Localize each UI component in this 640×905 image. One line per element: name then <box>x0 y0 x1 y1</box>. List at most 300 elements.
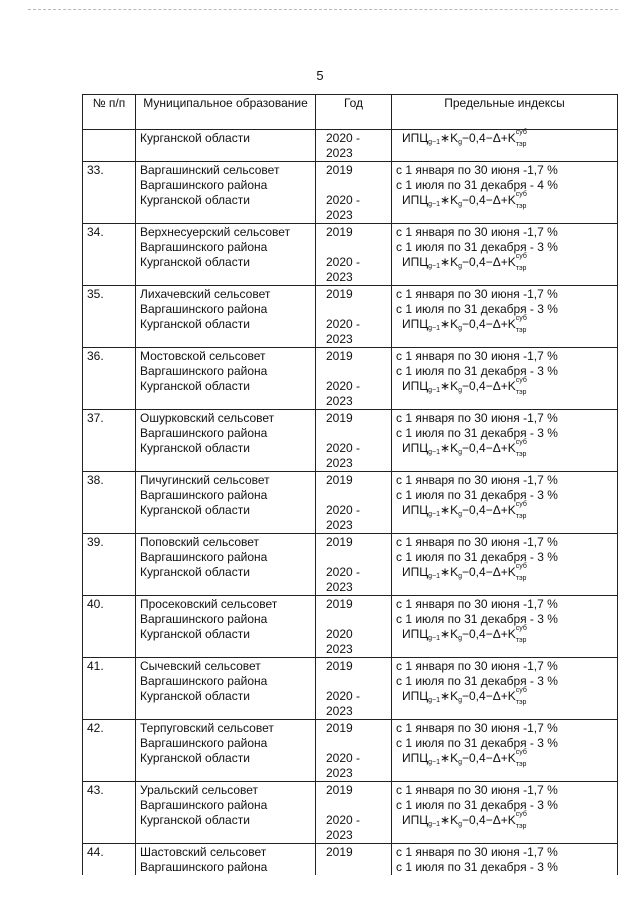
municipality-line: Курганской области <box>140 193 250 207</box>
formula-k-sub: g <box>458 759 462 766</box>
year-single: 2019 <box>326 721 353 735</box>
cell-municipality <box>136 782 316 844</box>
cell-num: 42. <box>83 720 136 782</box>
formula-k2-sub: тэр <box>515 637 527 644</box>
table-row <box>83 534 618 596</box>
index-period-2: с 1 июля по 31 декабря - 3 % <box>396 860 558 874</box>
formula-base: ИПЦ <box>402 813 429 827</box>
formula-k2-base: K <box>507 503 516 517</box>
municipality-line: Верхнесуерский сельсовет <box>140 225 291 239</box>
formula-k2 <box>508 689 530 704</box>
formula-star: ∗ <box>440 255 451 269</box>
cell-municipality <box>136 720 316 782</box>
formula-k2-sup: суб <box>515 315 527 322</box>
formula-k-sub: g <box>458 573 462 580</box>
formula-k: K <box>450 441 459 455</box>
year-range-line: 2020 - <box>326 813 361 827</box>
formula-k2-base: K <box>507 565 516 579</box>
formula <box>396 565 613 584</box>
formula-k2-sup: суб <box>515 749 527 756</box>
year-range-line: 2020 - <box>326 503 361 517</box>
municipality-line: Курганской области <box>140 627 250 641</box>
cell-municipality <box>136 348 316 410</box>
formula-base: ИПЦ <box>402 317 429 331</box>
formula-k: K <box>450 751 459 765</box>
municipality-line: Ошурковский сельсовет <box>140 411 275 425</box>
cell-indices <box>392 410 618 472</box>
index-period-2: с 1 июля по 31 декабря - 3 % <box>396 736 558 750</box>
formula-k2-sub: тэр <box>515 451 527 458</box>
year-range-line: 2020 <box>326 627 353 641</box>
year-gap <box>320 426 387 441</box>
year-range-line: 2020 - <box>326 379 361 393</box>
year-single: 2019 <box>326 287 353 301</box>
cell-indices <box>392 162 618 224</box>
municipality-line: Поповский сельсовет <box>140 535 260 549</box>
municipality-line: Пичугинский сельсовет <box>140 473 270 487</box>
index-period-2: с 1 июля по 31 декабря - 3 % <box>396 364 558 378</box>
year-range-line: 2023 <box>326 518 353 532</box>
index-period-2: с 1 июля по 31 декабря - 3 % <box>396 674 558 688</box>
cell-year <box>316 286 392 348</box>
year-range-line: 2020 - <box>326 751 361 765</box>
cell-indices <box>392 348 618 410</box>
formula-k2-sup: суб <box>515 501 527 508</box>
year-range-line: 2020 - <box>326 193 361 207</box>
year-range-line: 2023 <box>326 332 353 346</box>
index-period-1: с 1 января по 30 июня -1,7 % <box>396 225 558 239</box>
formula-k-sub: g <box>458 387 462 394</box>
year-gap <box>320 178 387 193</box>
table-body <box>83 130 618 876</box>
cell-year <box>316 130 392 162</box>
formula-k2-sub: тэр <box>515 575 527 582</box>
formula-k-sub: g <box>458 325 462 332</box>
index-period-2: с 1 июля по 31 декабря - 3 % <box>396 240 558 254</box>
year-gap <box>320 612 387 627</box>
index-table <box>82 94 618 875</box>
formula-base-sub: g−1 <box>428 635 441 642</box>
formula-k: K <box>450 503 459 517</box>
header-municipality: Муниципальное образование <box>136 95 316 130</box>
municipality-line: Варгашинского района <box>140 550 268 564</box>
formula-k2-sub: тэр <box>515 141 527 148</box>
formula-rest: −0,4−Δ+ <box>462 131 508 145</box>
formula-k2-sub: тэр <box>515 761 527 768</box>
cell-year <box>316 596 392 658</box>
cell-municipality <box>136 596 316 658</box>
formula <box>396 193 613 212</box>
table-row <box>83 162 618 224</box>
municipality-line: Уральский сельсовет <box>140 783 259 797</box>
formula-base-sub: g−1 <box>428 697 441 704</box>
year-range-line: 2020 - <box>326 565 361 579</box>
formula-k2-sup: суб <box>515 191 527 198</box>
formula-k2-sub: тэр <box>515 265 527 272</box>
cell-indices <box>392 224 618 286</box>
formula-rest: −0,4−Δ+ <box>462 317 508 331</box>
index-period-2: с 1 июля по 31 декабря - 3 % <box>396 426 558 440</box>
formula-k2 <box>508 317 530 332</box>
cell-municipality <box>136 286 316 348</box>
municipality-line: Варгашинского района <box>140 798 268 812</box>
index-period-1: с 1 января по 30 июня -1,7 % <box>396 411 558 425</box>
formula-rest: −0,4−Δ+ <box>462 193 508 207</box>
formula-k: K <box>450 317 459 331</box>
formula-star: ∗ <box>440 379 451 393</box>
year-gap <box>320 302 387 317</box>
formula-k-sub: g <box>458 821 462 828</box>
cell-num: 44. <box>83 844 136 876</box>
formula-k2 <box>508 565 530 580</box>
cell-municipality <box>136 844 316 876</box>
formula-rest: −0,4−Δ+ <box>462 255 508 269</box>
formula-star: ∗ <box>440 193 451 207</box>
formula-star: ∗ <box>440 627 451 641</box>
formula-base: ИПЦ <box>402 503 429 517</box>
year-single: 2019 <box>326 659 353 673</box>
formula-k: K <box>450 689 459 703</box>
formula-k2-base: K <box>507 131 516 145</box>
municipality-line: Курганской области <box>140 317 250 331</box>
formula-base-sub: g−1 <box>428 573 441 580</box>
cell-year <box>316 348 392 410</box>
municipality-line: Варгашинского района <box>140 860 268 874</box>
formula-k-sub: g <box>458 263 462 270</box>
cell-num: 39. <box>83 534 136 596</box>
formula-k2-base: K <box>507 689 516 703</box>
formula-base: ИПЦ <box>402 131 429 145</box>
formula-k2-base: K <box>507 441 516 455</box>
municipality-line: Варгашинского района <box>140 302 268 316</box>
index-period-1: с 1 января по 30 июня -1,7 % <box>396 349 558 363</box>
year-range-line: 2023 <box>326 270 353 284</box>
index-period-2: с 1 июля по 31 декабря - 3 % <box>396 798 558 812</box>
formula-k: K <box>450 813 459 827</box>
year-range-start: 2020 - <box>326 131 361 145</box>
cell-municipality <box>136 658 316 720</box>
formula-k2-base: K <box>507 317 516 331</box>
year-gap <box>320 736 387 751</box>
municipality-line: Курганской области <box>140 441 250 455</box>
index-period-2: с 1 июля по 31 декабря - 4 % <box>396 178 558 192</box>
formula <box>396 379 613 398</box>
municipality-line: Шастовский сельсовет <box>140 845 267 859</box>
formula-base: ИПЦ <box>402 751 429 765</box>
index-period-1: с 1 января по 30 июня -1,7 % <box>396 473 558 487</box>
formula-star: ∗ <box>440 317 451 331</box>
header-num: № п/п <box>83 95 136 130</box>
formula-k2-sup: суб <box>515 563 527 570</box>
year-single: 2019 <box>326 783 353 797</box>
formula-rest: −0,4−Δ+ <box>462 813 508 827</box>
formula-star: ∗ <box>440 441 451 455</box>
index-period-1: с 1 января по 30 июня -1,7 % <box>396 597 558 611</box>
formula-k: K <box>450 379 459 393</box>
formula-k: K <box>450 255 459 269</box>
table-row <box>83 348 618 410</box>
formula-k2-sup: суб <box>515 377 527 384</box>
year-range-line: 2020 - <box>326 255 361 269</box>
cell-municipality <box>136 410 316 472</box>
formula-k2-sub: тэр <box>515 823 527 830</box>
year-range-line: 2023 <box>326 704 353 718</box>
cell-indices <box>392 720 618 782</box>
table-row <box>83 286 618 348</box>
formula <box>396 317 613 336</box>
formula <box>396 627 613 646</box>
year-gap <box>320 364 387 379</box>
year-range-line: 2023 <box>326 766 353 780</box>
cell-year <box>316 410 392 472</box>
year-range-line: 2023 <box>326 642 353 656</box>
cell-year <box>316 844 392 876</box>
formula-k2-sup: суб <box>515 253 527 260</box>
index-period-1: с 1 января по 30 июня -1,7 % <box>396 721 558 735</box>
table-row <box>83 782 618 844</box>
municipality-line: Мостовской сельсовет <box>140 349 266 363</box>
year-range-line: 2023 <box>326 208 353 222</box>
cell-indices <box>392 782 618 844</box>
formula-rest: −0,4−Δ+ <box>462 627 508 641</box>
formula-base-sub: g−1 <box>428 759 441 766</box>
index-period-1: с 1 января по 30 июня -1,7 % <box>396 845 558 859</box>
cell-num: 33. <box>83 162 136 224</box>
formula-base-sub: g−1 <box>428 387 441 394</box>
table-header-row <box>83 95 618 130</box>
table-row <box>83 472 618 534</box>
year-range-line: 2023 <box>326 580 353 594</box>
cell-year <box>316 162 392 224</box>
formula <box>396 751 613 770</box>
cell-num: 41. <box>83 658 136 720</box>
header-indices: Предельные индексы <box>392 95 618 130</box>
year-range-line: 2020 - <box>326 689 361 703</box>
formula-k: K <box>450 193 459 207</box>
formula-k2-base: K <box>507 627 516 641</box>
formula-k2-sup: суб <box>515 687 527 694</box>
formula-k-sub: g <box>458 511 462 518</box>
formula-base: ИПЦ <box>402 627 429 641</box>
formula-star: ∗ <box>440 503 451 517</box>
cell-year <box>316 782 392 844</box>
formula-k2-sub: тэр <box>515 513 527 520</box>
year-single: 2019 <box>326 597 353 611</box>
formula-k: K <box>450 131 459 145</box>
year-gap <box>320 550 387 565</box>
formula-k2-sup: суб <box>515 439 527 446</box>
municipality-line: Курганской области <box>140 255 250 269</box>
formula-k-sub: g <box>458 697 462 704</box>
municipality-line: Варгашинского района <box>140 178 268 192</box>
year-single: 2019 <box>326 163 353 177</box>
year-gap <box>320 240 387 255</box>
formula-k: K <box>450 565 459 579</box>
formula-rest: −0,4−Δ+ <box>462 379 508 393</box>
formula-base: ИПЦ <box>402 193 429 207</box>
formula <box>396 503 613 522</box>
index-period-1: с 1 января по 30 июня -1,7 % <box>396 163 558 177</box>
year-gap <box>320 798 387 813</box>
index-period-2: с 1 июля по 31 декабря - 3 % <box>396 488 558 502</box>
formula-k2-sub: тэр <box>515 327 527 334</box>
municipality-line: Лихачевский сельсовет <box>140 287 271 301</box>
year-range-line: 2020 - <box>326 441 361 455</box>
formula-base-sub: g−1 <box>428 325 441 332</box>
table-row <box>83 844 618 876</box>
municipality-line: Варгашинского района <box>140 612 268 626</box>
formula-k2 <box>508 255 530 270</box>
index-period-1: с 1 января по 30 июня -1,7 % <box>396 659 558 673</box>
year-range-end: 2023 <box>326 146 353 160</box>
cell-indices <box>392 844 618 876</box>
cell-municipality <box>136 534 316 596</box>
cell-year <box>316 720 392 782</box>
formula-rest: −0,4−Δ+ <box>462 565 508 579</box>
year-single: 2019 <box>326 349 353 363</box>
municipality-line: Варгашинский сельсовет <box>140 163 280 177</box>
cell-num <box>83 130 136 162</box>
cell-num: 38. <box>83 472 136 534</box>
municipality-line: Варгашинского района <box>140 674 268 688</box>
year-single: 2019 <box>326 473 353 487</box>
formula-rest: −0,4−Δ+ <box>462 751 508 765</box>
formula-k2-base: K <box>507 193 516 207</box>
year-single: 2019 <box>326 535 353 549</box>
municipality-line: Варгашинского района <box>140 240 268 254</box>
index-period-2: с 1 июля по 31 декабря - 3 % <box>396 550 558 564</box>
formula-k2-sub: тэр <box>515 389 527 396</box>
table-row <box>83 596 618 658</box>
index-period-1: с 1 января по 30 июня -1,7 % <box>396 287 558 301</box>
cell-year <box>316 658 392 720</box>
cell-indices <box>392 472 618 534</box>
formula-k2-base: K <box>507 813 516 827</box>
table-row <box>83 224 618 286</box>
formula-base: ИПЦ <box>402 689 429 703</box>
formula-star: ∗ <box>440 813 451 827</box>
year-single: 2019 <box>326 411 353 425</box>
formula-k2-sup: суб <box>515 811 527 818</box>
cell-indices <box>392 286 618 348</box>
formula-k2-sub: тэр <box>515 699 527 706</box>
page-number: 5 <box>316 68 324 83</box>
year-gap <box>320 674 387 689</box>
formula-k2 <box>508 193 530 208</box>
index-period-2: с 1 июля по 31 декабря - 3 % <box>396 302 558 316</box>
formula-k2-sup: суб <box>515 129 527 136</box>
formula-k2 <box>508 627 530 642</box>
cell-indices <box>392 658 618 720</box>
year-range-line: 2023 <box>326 456 353 470</box>
formula <box>396 131 613 150</box>
formula-k: K <box>450 627 459 641</box>
formula-base-sub: g−1 <box>428 139 441 146</box>
municipality-line: Курганской области <box>140 813 250 827</box>
municipality-line: Курганской области <box>140 503 250 517</box>
table-row <box>83 410 618 472</box>
municipality-line: Курганской области <box>140 751 250 765</box>
table-row-continuation <box>83 130 618 162</box>
formula-k-sub: g <box>458 635 462 642</box>
formula-k2 <box>508 813 530 828</box>
formula-rest: −0,4−Δ+ <box>462 441 508 455</box>
formula <box>396 689 613 708</box>
year-single: 2019 <box>326 845 353 859</box>
formula-base-sub: g−1 <box>428 449 441 456</box>
formula-k-sub: g <box>458 201 462 208</box>
formula <box>396 255 613 274</box>
formula <box>396 441 613 460</box>
cell-num: 34. <box>83 224 136 286</box>
year-range-line: 2020 - <box>326 317 361 331</box>
cell-municipality <box>136 224 316 286</box>
municipality-line: Сычевский сельсовет <box>140 659 261 673</box>
index-period-1: с 1 января по 30 июня -1,7 % <box>396 783 558 797</box>
index-period-2: с 1 июля по 31 декабря - 3 % <box>396 612 558 626</box>
formula-k-sub: g <box>458 449 462 456</box>
year-range-line: 2023 <box>326 828 353 842</box>
formula-base-sub: g−1 <box>428 263 441 270</box>
table-row <box>83 658 618 720</box>
formula <box>396 813 613 832</box>
municipality-line: Курганской области <box>140 565 250 579</box>
formula-k2 <box>508 379 530 394</box>
cell-num: 36. <box>83 348 136 410</box>
municipality-line: Терпуговский сельсовет <box>140 721 274 735</box>
formula-k2 <box>508 751 530 766</box>
formula-base-sub: g−1 <box>428 821 441 828</box>
cell-year <box>316 472 392 534</box>
municipality-line: Курганской области <box>140 379 250 393</box>
formula-k2-base: K <box>507 751 516 765</box>
formula-k2 <box>508 503 530 518</box>
municipality-line: Варгашинского района <box>140 426 268 440</box>
cell-num: 37. <box>83 410 136 472</box>
formula-k2 <box>508 131 530 146</box>
index-period-1: с 1 января по 30 июня -1,7 % <box>396 535 558 549</box>
formula-base: ИПЦ <box>402 255 429 269</box>
formula-k2-base: K <box>507 379 516 393</box>
municipality-line: Варгашинского района <box>140 736 268 750</box>
cell-indices <box>392 534 618 596</box>
table-row <box>83 720 618 782</box>
municipality-line: Просековский сельсовет <box>140 597 278 611</box>
cell-indices <box>392 130 618 162</box>
cell-municipality <box>136 472 316 534</box>
year-single: 2019 <box>326 225 353 239</box>
municipality-line: Варгашинского района <box>140 364 268 378</box>
cell-year <box>316 224 392 286</box>
formula-star: ∗ <box>440 751 451 765</box>
formula-base: ИПЦ <box>402 379 429 393</box>
year-gap <box>320 488 387 503</box>
cell-indices <box>392 596 618 658</box>
formula-star: ∗ <box>440 131 451 145</box>
formula-k2-sup: суб <box>515 625 527 632</box>
cell-municipality: Курганской области <box>136 130 316 162</box>
formula-base-sub: g−1 <box>428 511 441 518</box>
formula-k-sub: g <box>458 139 462 146</box>
municipality-line: Варгашинского района <box>140 488 268 502</box>
cell-num: 40. <box>83 596 136 658</box>
cell-num: 35. <box>83 286 136 348</box>
formula-rest: −0,4−Δ+ <box>462 503 508 517</box>
formula-star: ∗ <box>440 565 451 579</box>
header-year: Год <box>316 95 392 130</box>
cell-municipality <box>136 162 316 224</box>
formula-base: ИПЦ <box>402 565 429 579</box>
